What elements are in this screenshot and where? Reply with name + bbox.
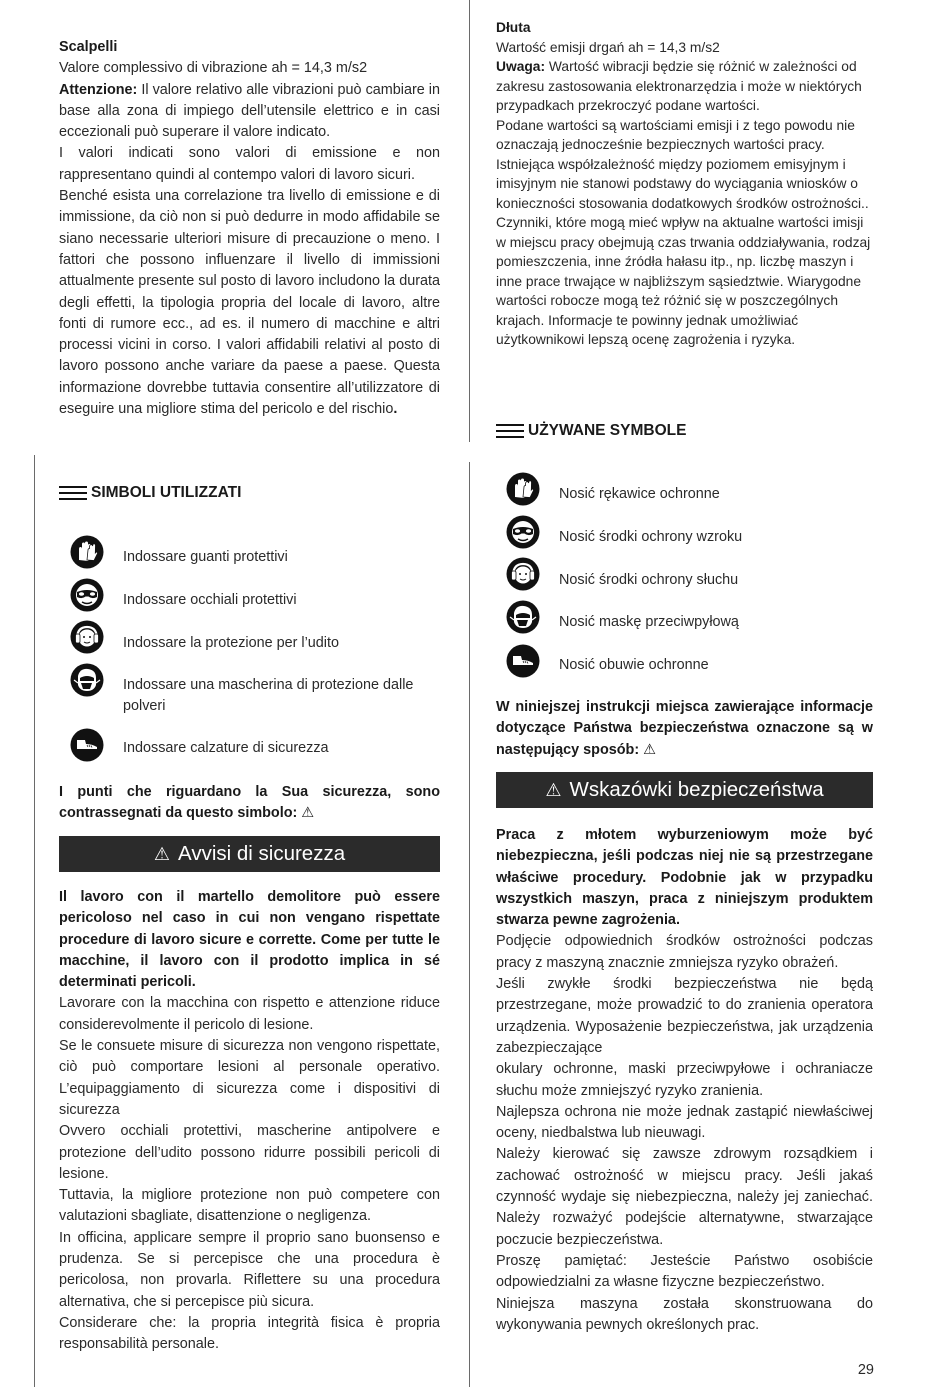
- warning-triangle-icon: ⚠: [545, 779, 562, 800]
- attention-text: Il valore relativo alle vibrazioni può cambiare in base alla zona di impiego dell’utensile elettrico e in casi eccezionali può superare il valore indicato.: [59, 81, 440, 141]
- safety-shoe-icon: [506, 644, 540, 678]
- goggles-icon: [506, 515, 540, 549]
- paragraph: Ovvero occhiali protettivi, mascherine antipolvere e protezione dell’udito possono ridurre possibili pericoli di lesione.: [59, 1123, 440, 1182]
- correlation-end: .: [393, 401, 398, 418]
- paragraph: Considerare che: la propria integrità fisica è propria responsabilità personale.: [59, 1314, 440, 1353]
- menu-lines-icon: [59, 486, 87, 500]
- page-number: 29: [857, 1362, 874, 1378]
- attention-label: Attenzione:: [59, 81, 138, 98]
- symbol-row-gloves: [506, 472, 720, 506]
- bold-intro: Il lavoro con il martello demolitore può essere pericoloso nel caso in cui non vengano rispettate procedure di lavoro sicure e corrette. Come per tutte le macchine, il lavoro con il prodotto implica in sé determinati pericoli.: [59, 889, 440, 991]
- marked-text: W niniejszej instrukcji miejsca zawierające informacje dotyczące Państwa bezpieczeństwa oznaczone są w następujący sposób: ⚠: [496, 699, 873, 758]
- goggles-icon: [70, 578, 104, 612]
- safety-shoe-icon: [70, 728, 104, 762]
- symbol-label: Indossare calzature di sicurezza: [123, 740, 329, 756]
- safety-banner-it: [59, 836, 440, 872]
- symbol-label: Nosić rękawice ochronne: [559, 486, 720, 502]
- warning-triangle-icon: ⚠: [153, 843, 171, 864]
- vibration-value: Valore complessivo di vibrazione ah = 14,3 m/s2: [59, 60, 368, 77]
- attention-text: Wartość wibracji będzie się różnić w zależności od zakresu zastosowania elektronarzędzia i może w niektórych przypadkach przekroczyć podane wartości.: [496, 59, 862, 113]
- attention-note: [59, 80, 440, 144]
- section-title-scalpelli: Scalpelli: [59, 39, 118, 55]
- page-edge-line: [34, 455, 35, 1387]
- symbol-row-ear: [70, 620, 339, 654]
- symbols-heading-pl: [496, 422, 686, 440]
- attention-note: [496, 57, 873, 116]
- ear-protection-icon: [70, 620, 104, 654]
- safety-banner-pl: [496, 772, 873, 808]
- gloves-icon: [70, 535, 104, 569]
- emission-note: Podane wartości są wartościami emisji i z tego powodu nie oznaczają jednocześnie bezpiecznych wartości pracy.: [496, 117, 855, 152]
- dust-mask-icon: [506, 600, 540, 634]
- symbols-heading-text: SIMBOLI UTILIZZATI: [91, 484, 242, 501]
- symbol-row-mask: [506, 600, 739, 634]
- section-title-dluta: Dłuta: [496, 20, 531, 35]
- correlation-note: [59, 186, 440, 420]
- paragraph: Proszę pamiętać: Jesteście Państwo osobiście odpowiedzialni za własne fizyczne bezpieczeństwo.: [496, 1252, 873, 1291]
- paragraph: Tuttavia, la migliore protezione non può competere con valutazioni sbagliate, disattenzione o negligenza.: [59, 1187, 440, 1225]
- symbol-row-goggles: [506, 515, 742, 549]
- column-italian: [59, 37, 440, 420]
- symbol-label: Nosić środki ochrony wzroku: [559, 529, 743, 545]
- paragraph: Należy kierować się zawsze zdrowym rozsądkiem i zachować ostrożność w miejscu pracy. Jeśli jakaś czynność wydaje się niebezpieczna, należy jej zaniechać. Należy rozważyć podejście alternatywne, stwarzające poczucie bezpieczeństwa.: [496, 1146, 873, 1248]
- symbols-heading-it: [59, 484, 241, 502]
- safety-body-pl: [496, 825, 873, 1336]
- correlation-text: Benché esista una correlazione tra livello di emissione e di immissione, da ciò non si può dedurre in modo affidabile se siano necessarie ulteriori misure di precauzione o meno. I fattori che possono influenzare il livello di immissioni attualmente presente sul posto di lavoro includono la durata degli effetti, la tipologia propria del locale di lavoro, altre fonti di rumore ecc., ad es. il numero di macchine e altri processi vicini in corso. I valori affidabili relativi al posto di lavoro possono anche variare da paese a paese. Questa informazione dovrebbe tuttavia consentire all’utilizzatore di eseguire una migliore stima del pericolo e del rischio: [59, 188, 440, 418]
- paragraph: In officina, applicare sempre il proprio sano buonsenso e prudenza. Se si percepisce che una procedura è pericolosa, non provarla. Riflettere su una procedura alternativa, che si percepisce più sicura.: [59, 1229, 440, 1310]
- symbol-row-ear: [506, 557, 738, 591]
- symbol-row-gloves: [70, 535, 288, 569]
- paragraph: okulary ochronne, maski przeciwpyłowe i ochraniacze słuchu może zmniejszyć ryzyko zranienia.: [496, 1061, 873, 1099]
- attention-label: Uwaga:: [496, 59, 546, 74]
- symbol-label: Nosić obuwie ochronne: [559, 657, 709, 673]
- emission-note: I valori indicati sono valori di emissione e non rappresentano quindi al contempo valori di lavoro sicuri.: [59, 145, 440, 183]
- banner-title: Wskazówki bezpieczeństwa: [569, 778, 824, 801]
- symbol-row-goggles: [70, 578, 297, 612]
- bold-intro: Praca z młotem wyburzeniowym może być niebezpieczna, jeśli podczas niej nie są przestrzegane właściwe procedury. Podobnie jak w przypadku wszystkich maszyn, praca z niniejszym produktem stwarza pewne zagrożenia.: [496, 827, 873, 929]
- dust-mask-icon: [70, 663, 104, 697]
- vibration-value: Wartość emisji drgań ah = 14,3 m/s2: [496, 39, 720, 55]
- banner-title: Avvisi di sicurezza: [178, 842, 346, 865]
- safety-body-it: [59, 887, 440, 1356]
- paragraph: Lavorare con la macchina con rispetto e attenzione riduce considerevolmente il pericolo di lesione.: [59, 995, 440, 1033]
- symbol-row-shoe: [70, 728, 329, 762]
- paragraph: Jeśli zwykłe środki bezpieczeństwa nie będą przestrzegane, może prowadzić to do zranienia operatora urządzenia. Wyposażenie bezpieczeństwa, jak urządzenia zabezpieczające: [496, 976, 873, 1056]
- menu-lines-icon: [496, 424, 524, 438]
- column-polish: [496, 18, 873, 350]
- gloves-icon: [506, 472, 540, 506]
- correlation-note: Istniejąca współzależność między poziomem emisyjnym i imisyjnym nie stanowi podstawy do wyciągania wniosków o konieczności stosowania dodatkowych środków ostrożności.. Czynniki, które mogą mieć wpływ na aktualne wartości imisji w miejscu pracy obejmują czas trwania oddziaływania, rodzaj pomieszczenia, inne źródła hałasu itp., np. liczbę maszyn i inne prace trwające w najbliższym sąsiedztwie. Wiarygodne wartości robocze mogą też różnić się w poszczególnych krajach. Informacje te powinny jednak umożliwiać użytkownikowi lepszą ocenę zagrożenia i ryzyka.: [496, 156, 871, 347]
- symbol-row-shoe: [506, 644, 709, 678]
- symbols-heading-text: UŻYWANE SYMBOLE: [528, 422, 687, 439]
- paragraph: Najlepsza ochrona nie może jednak zastąpić niewłaściwej oceny, niedbalstwa lub nieuwagi.: [496, 1103, 873, 1142]
- symbol-label: Indossare guanti protettivi: [123, 549, 288, 565]
- paragraph: Podjęcie odpowiednich środków ostrożności podczas pracy z maszyną znacznie zmniejsza ryzyko obrażeń.: [496, 933, 873, 971]
- symbol-label: Nosić maskę przeciwpyłową: [559, 614, 739, 630]
- column-divider-bottom: [469, 462, 470, 1387]
- marked-note-pl: [496, 697, 873, 761]
- paragraph: Se le consuete misure di sicurezza non vengono rispettate, ciò può comportare lesioni al personale operativo. L’equipaggiamento di sicurezza come i dispositivi di sicurezza: [59, 1038, 440, 1118]
- marked-text: I punti che riguardano la Sua sicurezza, sono contrassegnati da questo simbolo: ⚠: [59, 784, 440, 822]
- symbol-row-mask: [70, 663, 439, 717]
- ear-protection-icon: [506, 557, 540, 591]
- symbol-label: Indossare occhiali protettivi: [123, 592, 297, 608]
- column-divider-top: [469, 0, 470, 442]
- paragraph: Niniejsza maszyna została skonstruowana do wykonywania pewnych określonych prac.: [496, 1295, 873, 1333]
- symbol-label: Nosić środki ochrony słuchu: [559, 572, 739, 588]
- marked-note-it: [59, 782, 440, 825]
- symbol-label: Indossare una mascherina di protezione dalle polveri: [123, 677, 414, 714]
- symbol-label: Indossare la protezione per l’udito: [123, 635, 339, 651]
